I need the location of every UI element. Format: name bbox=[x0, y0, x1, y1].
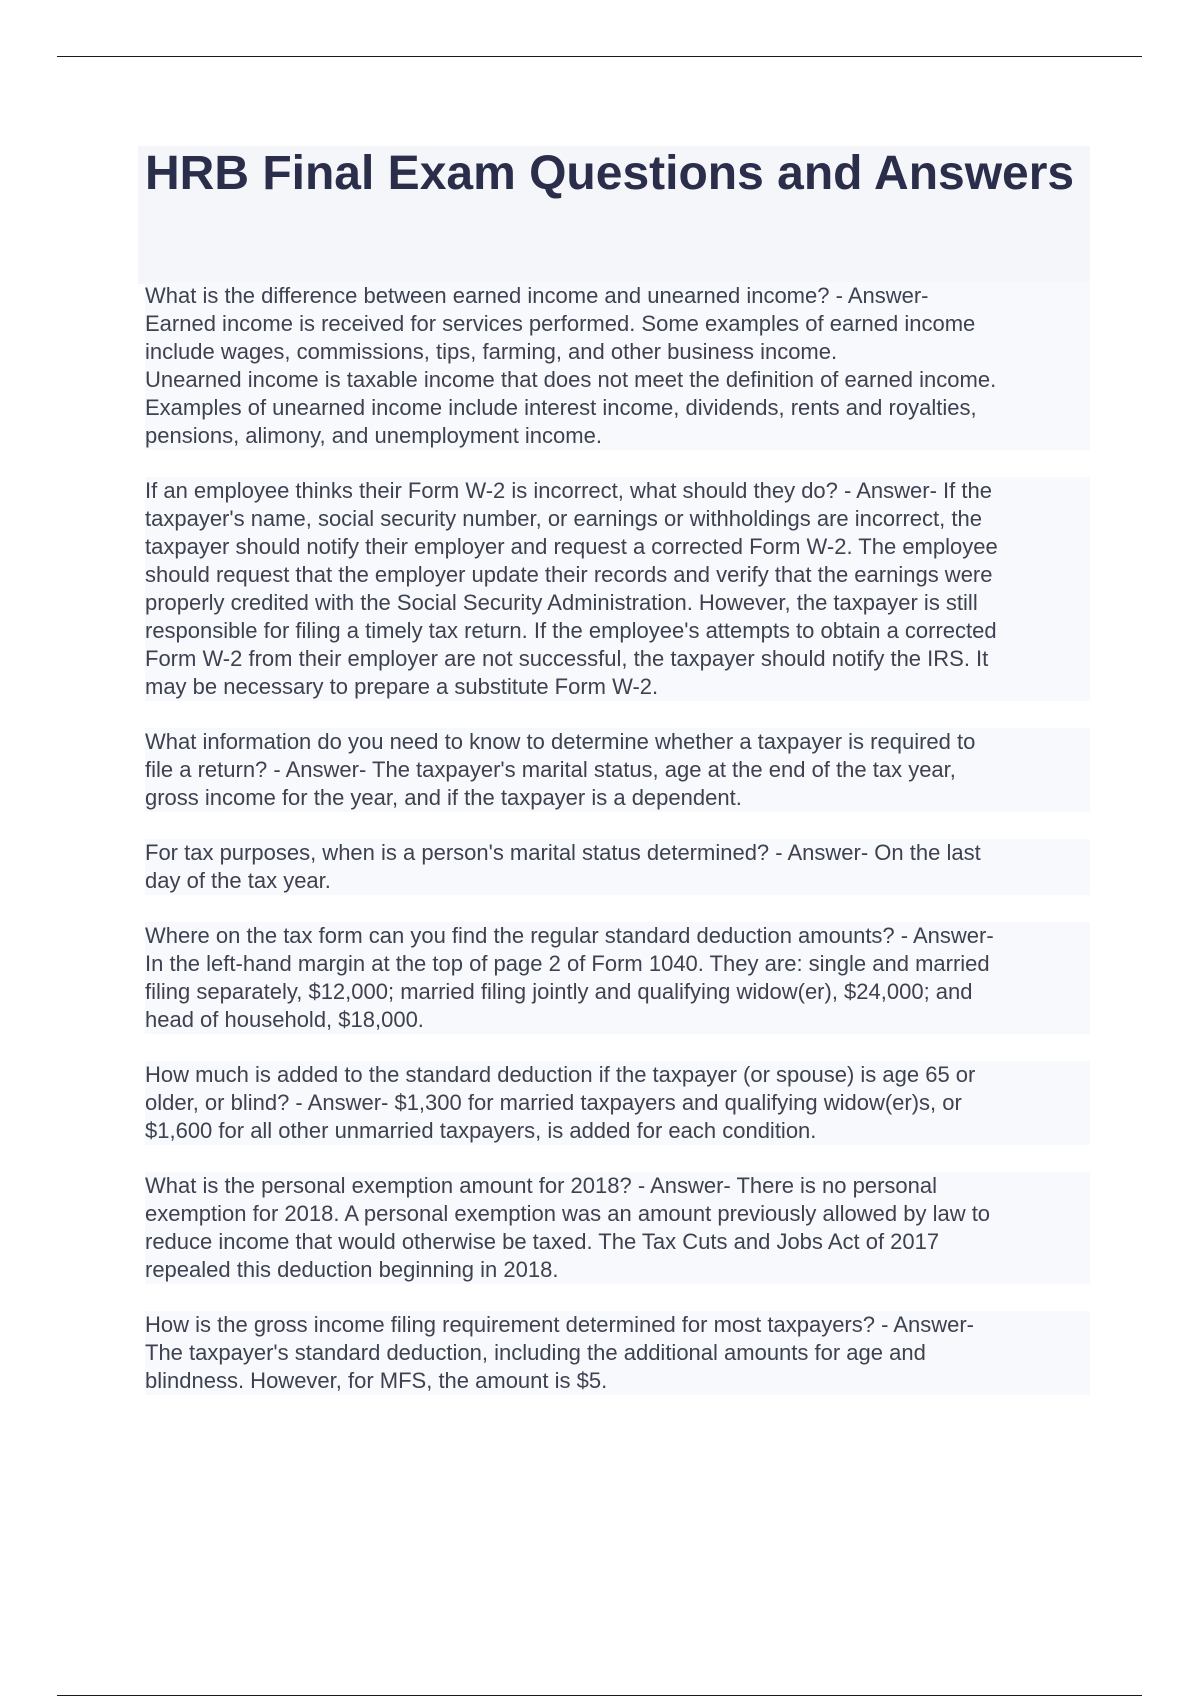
text-line: filing separately, $12,000; married filing jointly and qualifying widow(er), $24,000; and bbox=[145, 979, 973, 1004]
text-line: Examples of unearned income include interest income, dividends, rents and royalties, bbox=[145, 395, 977, 420]
text-line: Form W-2 from their employer are not successful, the taxpayer should notify the IRS. It bbox=[145, 646, 989, 671]
text-line: reduce income that would otherwise be taxed. The Tax Cuts and Jobs Act of 2017 bbox=[145, 1229, 940, 1254]
qa-item bbox=[145, 477, 1090, 701]
text-line: properly credited with the Social Security Administration. However, the taxpayer is still bbox=[145, 590, 978, 615]
text-line: should request that the employer update their records and verify that the earnings were bbox=[145, 562, 993, 587]
text-line: pensions, alimony, and unemployment income. bbox=[145, 423, 602, 448]
text-line: responsible for filing a timely tax return. If the employee's attempts to obtain a corrected bbox=[145, 618, 997, 643]
qa-item bbox=[145, 1311, 1090, 1395]
text-line: file a return? - Answer- The taxpayer's marital status, age at the end of the tax year, bbox=[145, 757, 956, 782]
text-line: head of household, $18,000. bbox=[145, 1007, 424, 1032]
text-line: include wages, commissions, tips, farming, and other business income. bbox=[145, 339, 838, 364]
qa-item bbox=[145, 282, 1090, 450]
text-line: day of the tax year. bbox=[145, 868, 331, 893]
text-line: What is the personal exemption amount for 2018? - Answer- There is no personal bbox=[145, 1173, 938, 1198]
text-line: Unearned income is taxable income that does not meet the definition of earned income. bbox=[145, 367, 997, 392]
qa-item bbox=[145, 728, 1090, 812]
qa-item bbox=[145, 922, 1090, 1034]
text-line: What is the difference between earned income and unearned income? - Answer- bbox=[145, 283, 929, 308]
text-line: gross income for the year, and if the taxpayer is a dependent. bbox=[145, 785, 742, 810]
text-line: If an employee thinks their Form W-2 is incorrect, what should they do? - Answer- If the bbox=[145, 478, 992, 503]
qa-item bbox=[145, 1172, 1090, 1284]
qa-item bbox=[145, 839, 1090, 895]
text-line: exemption for 2018. A personal exemption was an amount previously allowed by law to bbox=[145, 1201, 991, 1226]
text-line: taxpayer's name, social security number, or earnings or withholdings are incorrect, the bbox=[145, 506, 982, 531]
text-line: $1,600 for all other unmarried taxpayers, is added for each condition. bbox=[145, 1118, 817, 1143]
text-line: What information do you need to know to determine whether a taxpayer is required to bbox=[145, 729, 976, 754]
qa-item bbox=[145, 1061, 1090, 1145]
text-line: The taxpayer's standard deduction, including the additional amounts for age and bbox=[145, 1340, 926, 1365]
text-line: may be necessary to prepare a substitute Form W-2. bbox=[145, 674, 659, 699]
text-line: taxpayer should notify their employer and request a corrected Form W-2. The employee bbox=[145, 534, 998, 559]
qa-list bbox=[145, 282, 1090, 1422]
text-line: In the left-hand margin at the top of page 2 of Form 1040. They are: single and married bbox=[145, 951, 990, 976]
text-line: repealed this deduction beginning in 2018. bbox=[145, 1257, 559, 1282]
text-line: For tax purposes, when is a person's marital status determined? - Answer- On the last bbox=[145, 840, 981, 865]
text-line: Earned income is received for services performed. Some examples of earned income bbox=[145, 311, 976, 336]
text-line: How is the gross income filing requirement determined for most taxpayers? - Answer- bbox=[145, 1312, 975, 1337]
top-rule bbox=[57, 56, 1142, 57]
text-line: Where on the tax form can you find the regular standard deduction amounts? - Answer- bbox=[145, 923, 994, 948]
text-line: blindness. However, for MFS, the amount is $5. bbox=[145, 1368, 608, 1393]
page-title: HRB Final Exam Questions and Answers bbox=[145, 147, 1075, 200]
bottom-rule bbox=[57, 1695, 1142, 1696]
text-line: older, or blind? - Answer- $1,300 for married taxpayers and qualifying widow(er)s, or bbox=[145, 1090, 962, 1115]
text-line: How much is added to the standard deduction if the taxpayer (or spouse) is age 65 or bbox=[145, 1062, 976, 1087]
